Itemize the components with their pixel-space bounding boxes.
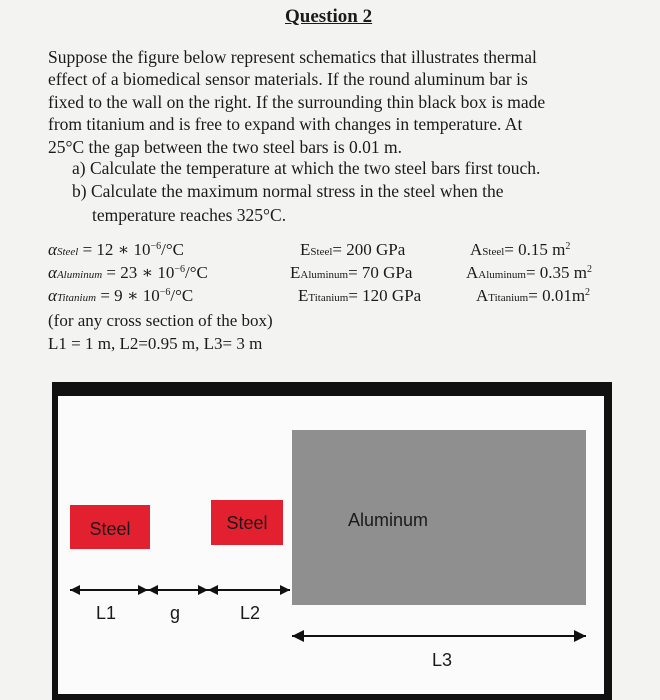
- modulus-subscript: Steel: [310, 246, 333, 258]
- statement-line: Suppose the figure below represent schematics that illustrates thermal: [48, 47, 537, 67]
- modulus-value: = 70 GPa: [348, 263, 413, 282]
- cross-section-note: (for any cross section of the box): [48, 311, 273, 330]
- area-value: = 0.01m: [528, 286, 586, 305]
- gap-arrowhead-left: [148, 585, 158, 595]
- modulus-value: = 200 GPa: [332, 240, 406, 259]
- l1-arrowhead-left: [70, 585, 80, 595]
- l3-arrowhead-right: [574, 630, 586, 642]
- l1-arrowhead-right: [138, 585, 148, 595]
- l2-arrowhead-left: [208, 585, 218, 595]
- part-b: b) Calculate the maximum normal stress in the steel when the: [72, 181, 504, 201]
- gap-arrowhead-right: [198, 585, 208, 595]
- lengths-given: L1 = 1 m, L2=0.95 m, L3= 3 m: [48, 334, 263, 353]
- alpha-symbol: α: [48, 263, 57, 282]
- part-a: a) Calculate the temperature at which the two steel bars first touch.: [72, 158, 541, 178]
- alpha-value: = 12 ∗ 10: [78, 240, 151, 259]
- steel-bar-left: Steel: [70, 505, 150, 549]
- area-subscript: Steel: [482, 246, 505, 258]
- part-b-continued: temperature reaches 325°C.: [92, 205, 287, 225]
- l2-arrowhead-right: [280, 585, 290, 595]
- area-value: = 0.15 m: [504, 240, 566, 259]
- question-title: Question 2: [285, 6, 373, 27]
- l3-arrowhead-left: [292, 630, 304, 642]
- area-symbol: A: [476, 286, 489, 305]
- modulus-subscript: Titanium: [308, 292, 349, 304]
- aluminum-label: Aluminum: [348, 510, 429, 530]
- alpha-value: = 9 ∗ 10: [96, 286, 160, 305]
- alpha-subscript: Titanium: [56, 292, 97, 304]
- modulus-symbol: E: [300, 240, 311, 259]
- alpha-unit: /°C: [184, 263, 208, 282]
- modulus-subscript: Aluminum: [300, 269, 349, 281]
- alpha-symbol: α: [48, 286, 57, 305]
- area-symbol: A: [466, 263, 479, 282]
- alpha-exponent: −6: [150, 241, 162, 252]
- gap-label: g: [170, 603, 181, 623]
- statement-line: effect of a biomedical sensor materials. If the round aluminum bar is: [48, 69, 528, 90]
- modulus-symbol: E: [298, 286, 309, 305]
- alpha-exponent: −6: [159, 287, 171, 298]
- alpha-value: = 23 ∗ 10: [102, 263, 175, 282]
- statement-line: fixed to the wall on the right. If the surrounding thin black box is made: [48, 91, 546, 112]
- modulus-value: = 120 GPa: [348, 286, 422, 305]
- l3-label: L3: [432, 650, 453, 670]
- alpha-exponent: −6: [174, 264, 185, 275]
- statement-line: from titanium and is free to expand with changes in temperature. At: [48, 114, 523, 135]
- area-exponent: 2: [585, 287, 591, 298]
- alpha-subscript: Aluminum: [56, 269, 103, 281]
- steel-bar-right: Steel: [211, 500, 283, 545]
- alpha-unit: /°C: [161, 240, 184, 259]
- area-exponent: 2: [565, 241, 571, 252]
- area-subscript: Aluminum: [478, 269, 526, 281]
- l2-label: L2: [240, 603, 261, 623]
- statement-line: 25°C the gap between the two steel bars is 0.01 m.: [48, 136, 403, 157]
- alpha-symbol: α: [48, 240, 57, 259]
- l1-label: L1: [96, 603, 117, 623]
- alpha-unit: /°C: [170, 286, 194, 305]
- area-symbol: A: [470, 240, 483, 259]
- area-subscript: Titanium: [488, 292, 529, 304]
- modulus-symbol: E: [290, 263, 301, 282]
- area-exponent: 2: [587, 264, 593, 275]
- alpha-subscript: Steel: [56, 246, 79, 258]
- area-value: = 0.35 m: [525, 263, 588, 282]
